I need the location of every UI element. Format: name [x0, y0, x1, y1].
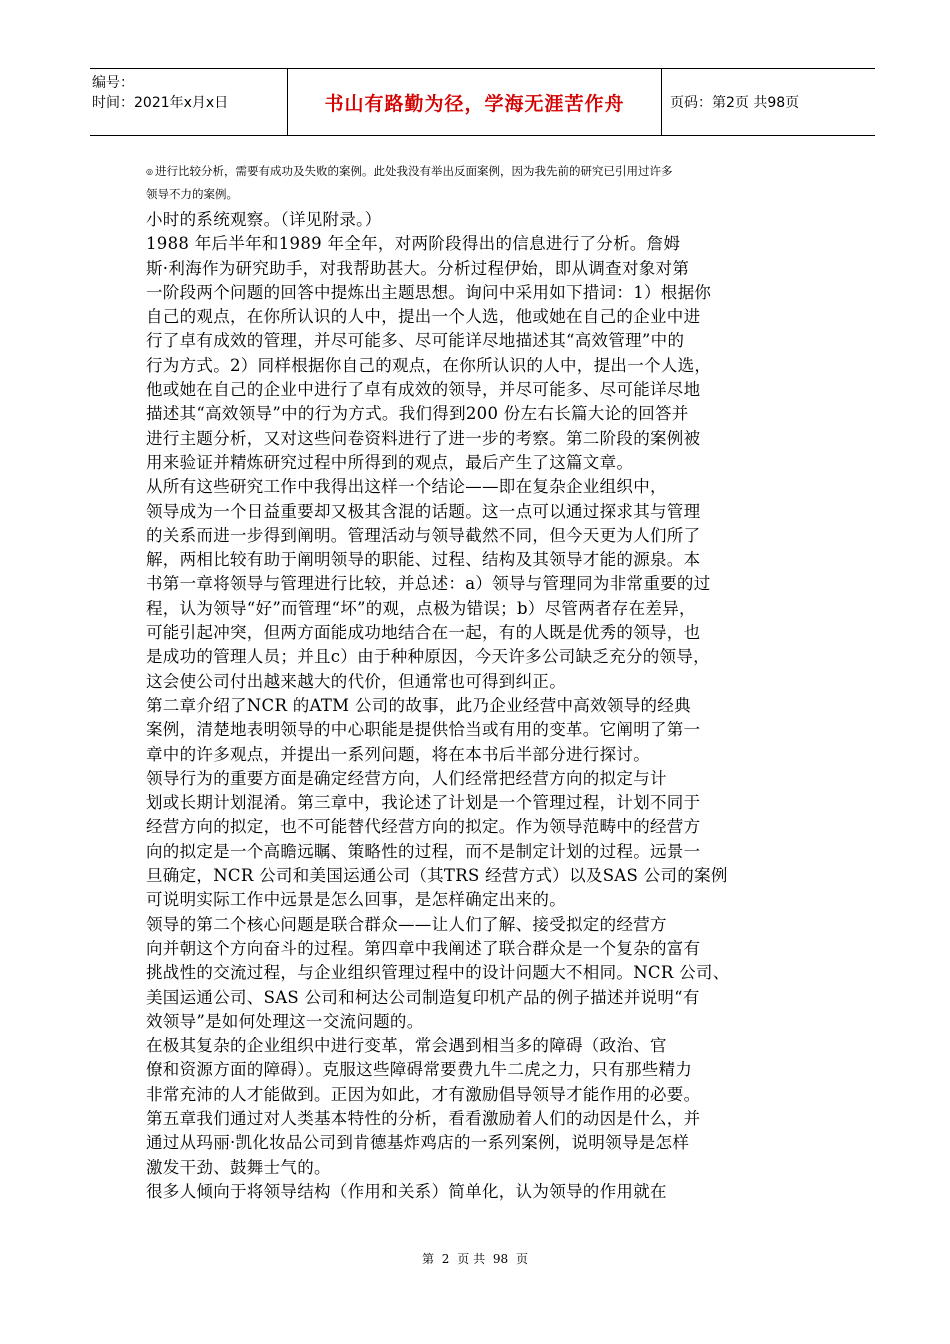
body-line: 划或长期计划混淆。第三章中，我论述了计划是一个管理过程，计划不同于 — [146, 793, 701, 813]
header-meta — [90, 69, 288, 135]
body-line: 通过从玛丽·凯化妆品公司到肯德基炸鸡店的一系列案例，说明领导是怎样 — [146, 1133, 690, 1153]
footnote — [146, 160, 826, 205]
body-line: 小时的系统观察。（详见附录。） — [146, 210, 382, 229]
footer-text: 页 — [516, 1252, 529, 1266]
body-line: 行了卓有成效的管理，并尽可能多、尽可能详尽地描述其“高效管理”中的 — [146, 331, 685, 351]
body-line: 可能引起冲突，但两方面能成功地结合在一起，有的人既是优秀的领导，也 — [146, 623, 701, 643]
serial-label: 编号： — [92, 75, 134, 91]
body-line: 经营方向的拟定，也不可能替代经营方向的拟定。作为领导范畴中的经营方 — [146, 817, 701, 837]
body-line: 在极其复杂的企业组织中进行变革，常会遇到相当多的障碍（政治、官 — [146, 1036, 667, 1056]
body-text — [146, 208, 811, 1204]
body-line: 这会使公司付出越来越大的代价，但通常也可得到纠正。 — [146, 671, 566, 691]
body-line: 用来验证并精炼研究过程中所得到的观点，最后产生了这篇文章。 — [146, 452, 634, 472]
page-footer — [0, 1250, 950, 1267]
footnote-line: 领导不力的案例。 — [146, 187, 238, 201]
body-line: 章中的许多观点，并提出一系列问题，将在本书后半部分进行探讨。 — [146, 744, 650, 764]
footer-total-pages: 98 — [492, 1252, 509, 1266]
body-line: 1988 年后半年和1989 年全年，对两阶段得出的信息进行了分析。詹姆 — [146, 234, 681, 254]
body-line: 僚和资源方面的障碍）。克服这些障碍常要费九牛二虎之力，只有那些精力 — [146, 1060, 693, 1080]
body-line: 向并朝这个方向奋斗的过程。第四章中我阐述了联合群众是一个复杂的富有 — [146, 938, 701, 958]
body-line: 非常充沛的人才能做到。正因为如此，才有激励倡导领导才能作用的必要。 — [146, 1084, 701, 1104]
body-line: 领导行为的重要方面是确定经营方向，人们经常把经营方向的拟定与计 — [146, 768, 667, 788]
body-line: 从所有这些研究工作中我得出这样一个结论——即在复杂企业组织中， — [146, 477, 667, 497]
body-line: 的关系而进一步得到阐明。管理活动与领导截然不同，但今天更为人们所了 — [146, 525, 701, 545]
body-line: 进行主题分析，又对这些问卷资料进行了进一步的考察。第二阶段的案例被 — [146, 428, 701, 448]
body-line: 效领导”是如何处理这一交流问题的。 — [146, 1011, 424, 1031]
body-line: 一阶段两个问题的回答中提炼出主题思想。询问中采用如下措词：1）根据你 — [146, 282, 712, 302]
header-page-label: 页码：第2页 共98页 — [670, 95, 800, 111]
footnote-line-text: 进行比较分析，需要有成功及失败的案例。此处我没有举出反面案例，因为我先前的研究已引用过许多 — [154, 164, 673, 178]
body-line: 描述其“高效领导”中的行为方式。我们得到200 份左右长篇大论的回答并 — [146, 404, 689, 424]
body-line: 自己的观点，在你所认识的人中，提出一个人选，他或她在自己的企业中进 — [146, 307, 701, 327]
footer-page-number: 2 — [441, 1252, 450, 1266]
footer-text: 第 — [421, 1252, 434, 1266]
body-line: 解，两相比较有助于阐明领导的职能、过程、结构及其领导才能的源泉。本 — [146, 550, 701, 570]
body-line: 程，认为领导“好”而管理“坏”的观，点极为错误；b）尽管两者存在差异， — [146, 598, 696, 618]
body-line: 向的拟定是一个高瞻远瞩、策略性的过程，而不是制定计划的过程。远景一 — [146, 841, 701, 861]
body-line: 可说明实际工作中远景是怎么回事，是怎样确定出来的。 — [146, 890, 566, 910]
body-line: 激发干劲、鼓舞士气的。 — [146, 1157, 331, 1177]
body-line: 斯·利海作为研究助手，对我帮助甚大。分析过程伊始，即从调查对象对第 — [146, 258, 690, 278]
body-line: 领导的第二个核心问题是联合群众——让人们了解、接受拟定的经营方 — [146, 914, 667, 934]
body-line: 书第一章将领导与管理进行比较，并总述：a）领导与管理同为非常重要的过 — [146, 574, 711, 594]
body-line: 他或她在自己的企业中进行了卓有成效的领导，并尽可能多、尽可能详尽地 — [146, 380, 701, 400]
body-line: 行为方式。2）同样根据你自己的观点，在你所认识的人中，提出一个人选， — [146, 355, 712, 375]
body-line: 很多人倾向于将领导结构（作用和关系）简单化，认为领导的作用就在 — [146, 1181, 667, 1201]
body-line: 案例，清楚地表明领导的中心职能是提供恰当或有用的变革。它阐明了第一 — [146, 720, 701, 740]
footnote-marker-icon: ◎ — [146, 167, 153, 176]
page-header — [90, 68, 875, 136]
footnote-line — [146, 160, 826, 183]
body-line: 旦确定，NCR 公司和美国运通公司（其TRS 经营方式）以及SAS 公司的案例 — [146, 866, 728, 886]
body-line: 第五章我们通过对人类基本特性的分析，看看激励着人们的动因是什么，并 — [146, 1108, 701, 1128]
time-label: 时间：2021年x月x日 — [92, 95, 229, 111]
header-motto: 书山有路勤为径，学海无涯苦作舟 — [288, 69, 662, 135]
body-line: 美国运通公司、SAS 公司和柯达公司制造复印机产品的例子描述并说明“有 — [146, 987, 700, 1007]
body-line: 领导成为一个日益重要却又极其含混的话题。这一点可以通过探求其与管理 — [146, 501, 701, 521]
footer-text: 页 共 — [457, 1252, 486, 1266]
body-line: 第二章介绍了NCR 的ATM 公司的故事，此乃企业经营中高效领导的经典 — [146, 695, 691, 715]
body-line: 是成功的管理人员；并且c）由于种种原因，今天许多公司缺乏充分的领导， — [146, 647, 710, 667]
body-line: 挑战性的交流过程，与企业组织管理过程中的设计问题大不相同。NCR 公司、 — [146, 963, 730, 983]
